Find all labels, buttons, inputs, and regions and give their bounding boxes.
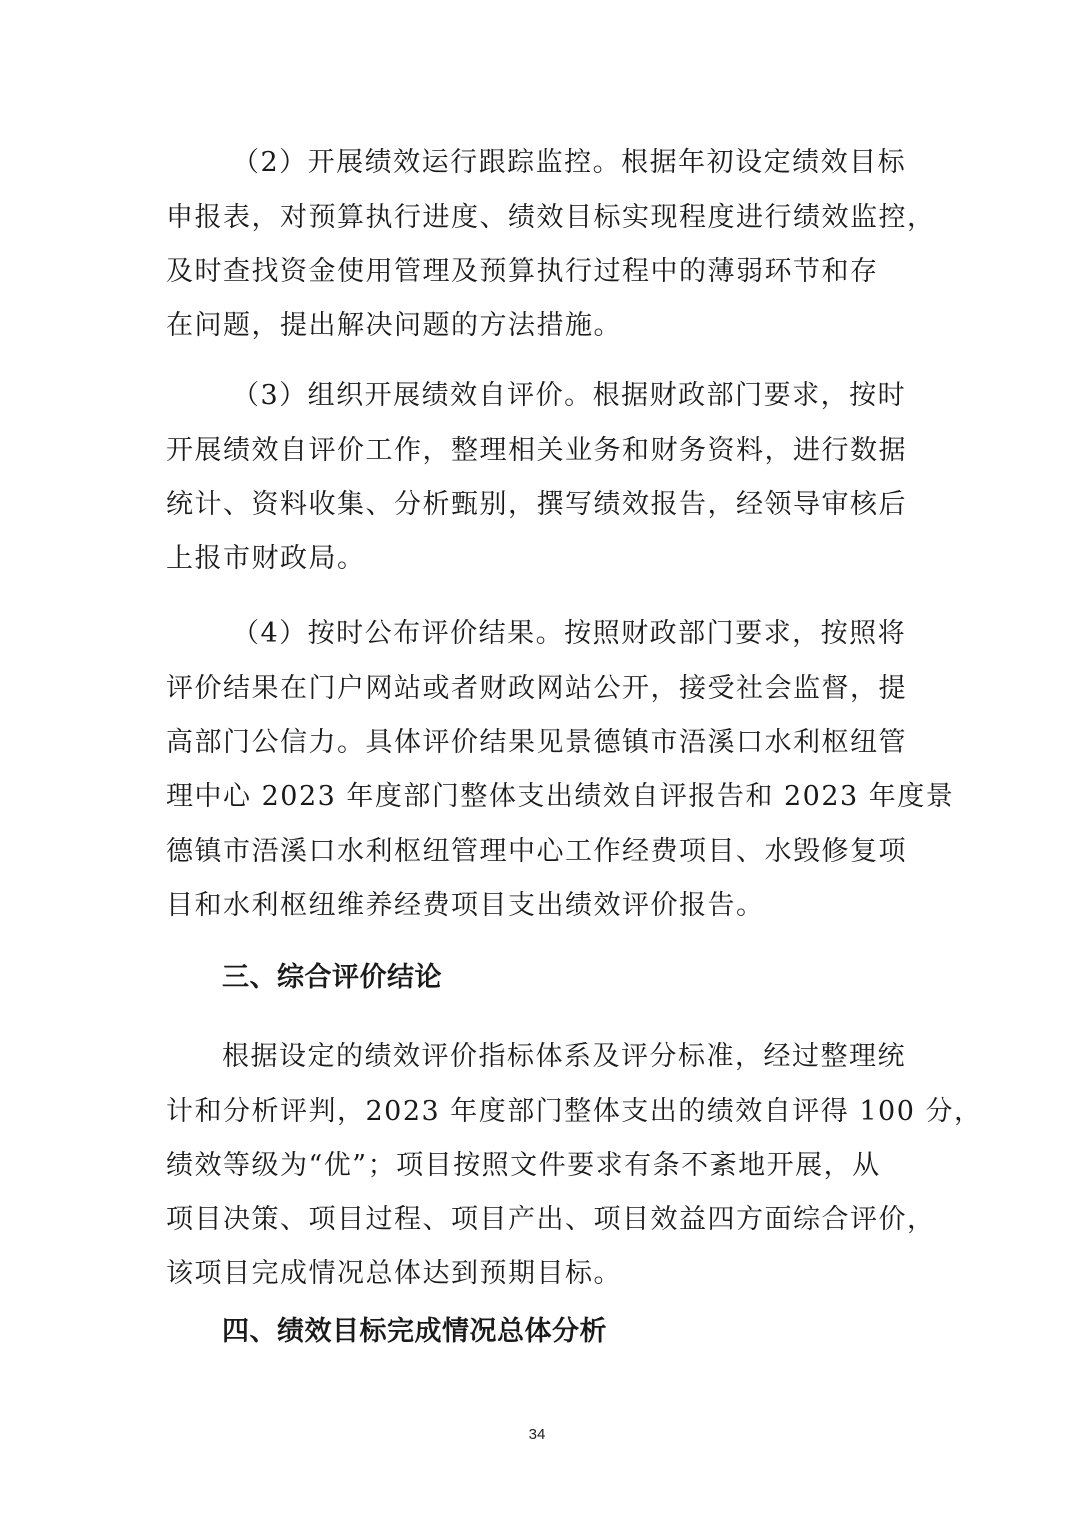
text-line: 理中心 2023 年度部门整体支出绩效自评报告和 2023 年度景 — [166, 781, 955, 812]
text-line: 统计、资料收集、分析甄别，撰写绩效报告，经领导审核后 — [166, 489, 907, 520]
text-line: 评价结果在门户网站或者财政网站公开，接受社会监督，提 — [166, 673, 907, 704]
text-line: 目和水利枢纽维养经费项目支出绩效评价报告。 — [166, 890, 765, 921]
section-heading-3: 三、综合评价结论 — [222, 962, 442, 993]
text-line: 申报表，对预算执行进度、绩效目标实现程度进行绩效监控， — [166, 202, 936, 233]
text-line: （3）组织开展绩效自评价。根据财政部门要求，按时 — [232, 380, 907, 411]
text-line: 绩效等级为“优”；项目按照文件要求有条不紊地开展，从 — [166, 1150, 881, 1181]
text-line: 开展绩效自评价工作，整理相关业务和财务资料，进行数据 — [166, 435, 907, 466]
text-line: 该项目完成情况总体达到预期目标。 — [166, 1258, 622, 1289]
section-heading-4: 四、绩效目标完成情况总体分析 — [222, 1316, 607, 1347]
text-line: 在问题，提出解决问题的方法措施。 — [166, 310, 622, 341]
text-line: 上报市财政局。 — [166, 543, 366, 574]
text-line: 项目决策、项目过程、项目产出、项目效益四方面综合评价， — [166, 1204, 936, 1235]
text-line: 德镇市浯溪口水利枢纽管理中心工作经费项目、水毁修复项 — [166, 836, 907, 867]
text-line: 及时查找资金使用管理及预算执行过程中的薄弱环节和存 — [166, 256, 879, 287]
text-line: （2）开展绩效运行跟踪监控。根据年初设定绩效目标 — [232, 147, 907, 178]
text-line: 根据设定的绩效评价指标体系及评分标准，经过整理统 — [222, 1041, 906, 1072]
text-line: 高部门公信力。具体评价结果见景德镇市浯溪口水利枢纽管 — [166, 727, 907, 758]
text-line: 计和分析评判，2023 年度部门整体支出的绩效自评得 100 分， — [166, 1096, 983, 1127]
text-line: （4）按时公布评价结果。按照财政部门要求，按照将 — [232, 618, 907, 649]
page-number: 34 — [528, 1426, 546, 1443]
